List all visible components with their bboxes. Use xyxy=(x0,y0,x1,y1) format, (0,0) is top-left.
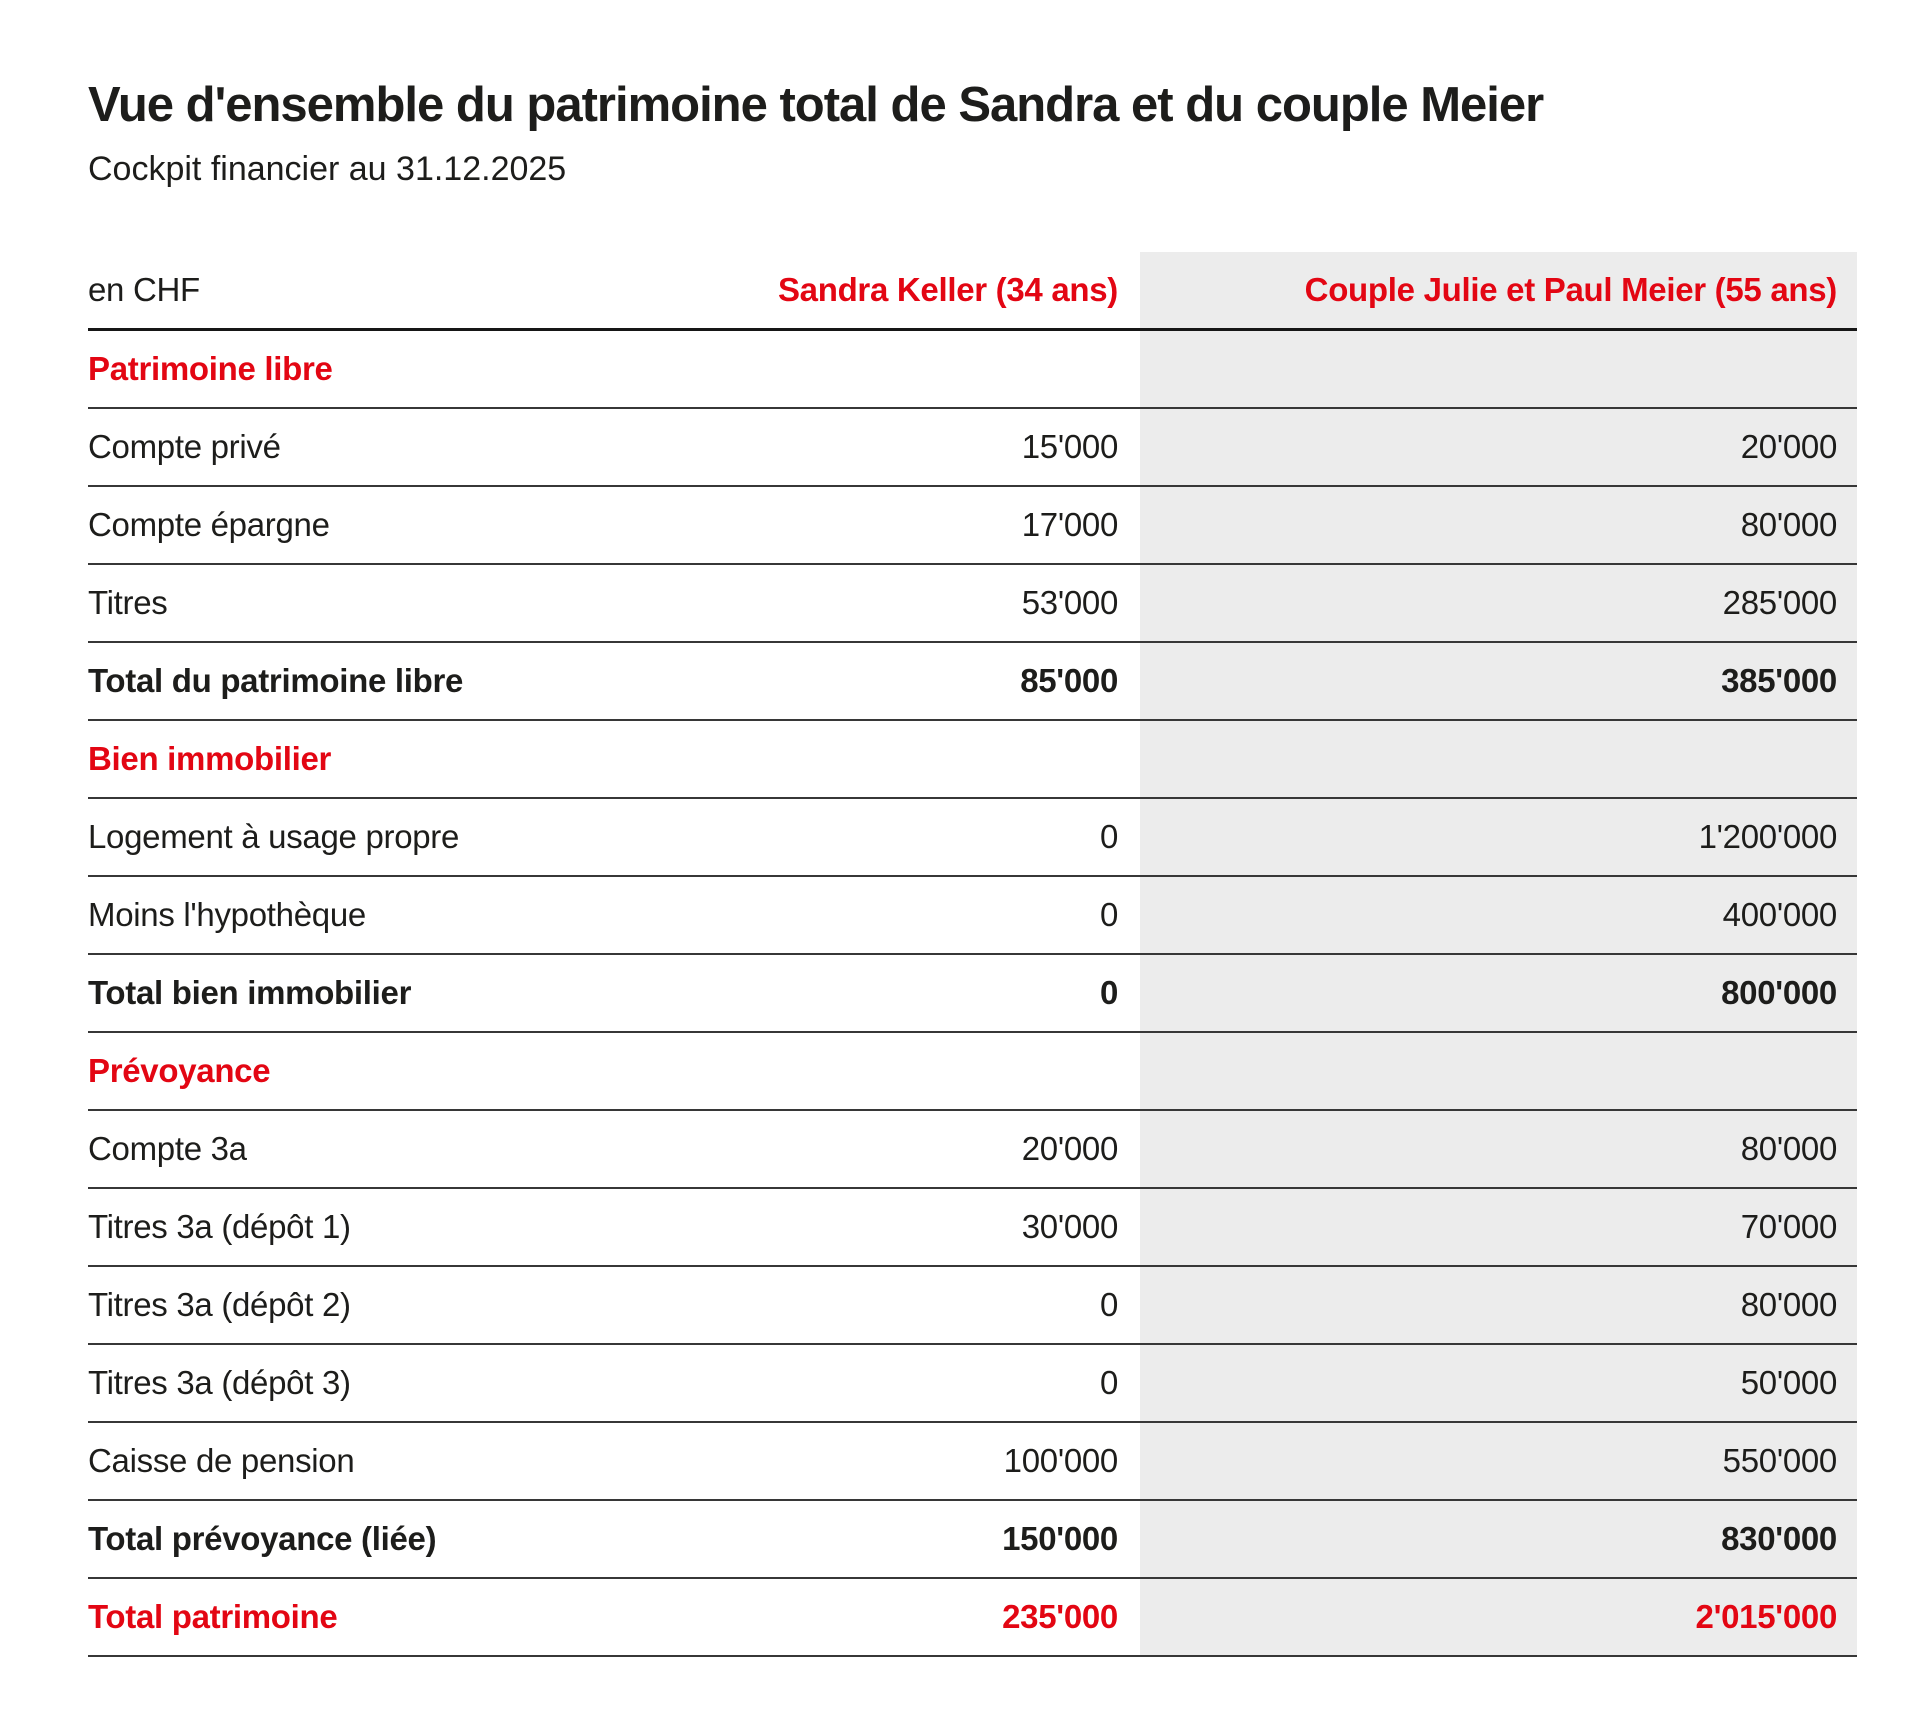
sandra-value: 100'000 xyxy=(1003,1442,1118,1479)
row-label: Caisse de pension xyxy=(88,1442,355,1479)
table-row xyxy=(88,1345,1857,1423)
sandra-value: 0 xyxy=(1099,818,1118,855)
table-header-row xyxy=(88,252,1857,331)
table-row xyxy=(88,409,1857,487)
meier-value: 2'015'000 xyxy=(1140,1579,1857,1655)
page-subtitle: Cockpit financier au 31.12.2025 xyxy=(88,150,567,188)
meier-value: 830'000 xyxy=(1140,1501,1857,1577)
meier-value: 385'000 xyxy=(1140,643,1857,719)
table-row xyxy=(88,1267,1857,1345)
meier-value: 400'000 xyxy=(1140,877,1857,953)
section-label: Patrimoine libre xyxy=(88,350,333,387)
unit-label: en CHF xyxy=(88,271,200,308)
row-label: Titres 3a (dépôt 2) xyxy=(88,1286,351,1323)
table-row xyxy=(88,1423,1857,1501)
sandra-value: 15'000 xyxy=(1021,428,1118,465)
section-row-patrimoine-libre xyxy=(88,331,1857,409)
sandra-value: 0 xyxy=(1099,1286,1118,1323)
section-row-bien-immobilier xyxy=(88,721,1857,799)
meier-value: 800'000 xyxy=(1140,955,1857,1031)
row-label: Total patrimoine xyxy=(88,1598,338,1635)
meier-value: 80'000 xyxy=(1140,1111,1857,1187)
row-label: Titres xyxy=(88,584,168,621)
row-label: Compte privé xyxy=(88,428,281,465)
wealth-overview-table xyxy=(88,252,1857,1657)
sandra-value: 235'000 xyxy=(1002,1598,1118,1635)
table-row xyxy=(88,1189,1857,1267)
meier-value: 50'000 xyxy=(1140,1345,1857,1421)
sandra-value: 0 xyxy=(1099,1364,1118,1401)
sandra-value: 150'000 xyxy=(1002,1520,1118,1557)
column-header-sandra: Sandra Keller (34 ans) xyxy=(777,271,1118,308)
row-label: Moins l'hypothèque xyxy=(88,896,366,933)
row-label: Total du patrimoine libre xyxy=(88,662,464,699)
sandra-value xyxy=(620,721,1140,797)
sandra-value: 85'000 xyxy=(1020,662,1118,699)
total-row-prevoyance xyxy=(88,1501,1857,1579)
grand-total-row xyxy=(88,1579,1857,1657)
row-label: Compte épargne xyxy=(88,506,330,543)
meier-value xyxy=(1140,721,1857,797)
row-label: Total prévoyance (liée) xyxy=(88,1520,437,1557)
total-row-patrimoine-libre xyxy=(88,643,1857,721)
table-row xyxy=(88,1111,1857,1189)
sandra-value: 30'000 xyxy=(1021,1208,1118,1245)
sandra-value: 17'000 xyxy=(1021,506,1118,543)
sandra-value: 0 xyxy=(1099,974,1118,1011)
meier-value: 80'000 xyxy=(1140,487,1857,563)
row-label: Titres 3a (dépôt 3) xyxy=(88,1364,351,1401)
sandra-value: 0 xyxy=(1099,896,1118,933)
meier-value xyxy=(1140,1033,1857,1109)
row-label: Total bien immobilier xyxy=(88,974,412,1011)
row-label: Compte 3a xyxy=(88,1130,247,1167)
section-label: Prévoyance xyxy=(88,1052,271,1089)
table-row xyxy=(88,877,1857,955)
table-row xyxy=(88,487,1857,565)
column-header-meier: Couple Julie et Paul Meier (55 ans) xyxy=(1140,252,1857,328)
meier-value: 1'200'000 xyxy=(1140,799,1857,875)
meier-value: 80'000 xyxy=(1140,1267,1857,1343)
row-label: Titres 3a (dépôt 1) xyxy=(88,1208,351,1245)
meier-value: 20'000 xyxy=(1140,409,1857,485)
meier-value: 550'000 xyxy=(1140,1423,1857,1499)
section-label: Bien immobilier xyxy=(88,740,332,777)
table-row xyxy=(88,565,1857,643)
meier-value: 285'000 xyxy=(1140,565,1857,641)
sandra-value xyxy=(620,331,1140,407)
page-title: Vue d'ensemble du patrimoine total de Sandra et du couple Meier xyxy=(88,78,1544,132)
sandra-value: 20'000 xyxy=(1021,1130,1118,1167)
section-row-prevoyance xyxy=(88,1033,1857,1111)
total-row-bien-immobilier xyxy=(88,955,1857,1033)
sandra-value xyxy=(620,1033,1140,1109)
row-label: Logement à usage propre xyxy=(88,818,460,855)
table-row xyxy=(88,799,1857,877)
sandra-value: 53'000 xyxy=(1021,584,1118,621)
meier-value: 70'000 xyxy=(1140,1189,1857,1265)
meier-value xyxy=(1140,331,1857,407)
